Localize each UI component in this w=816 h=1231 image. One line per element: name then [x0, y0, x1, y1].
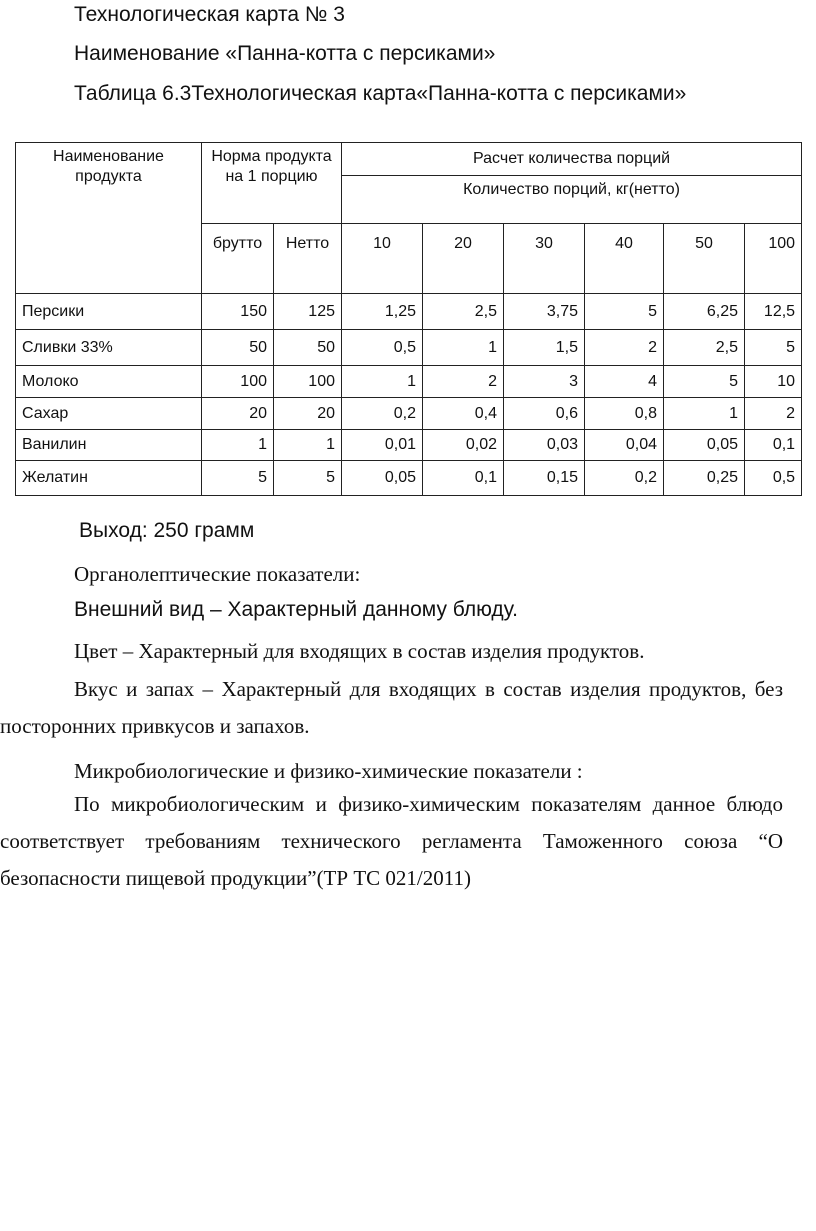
quantity-cell: 3 [504, 366, 585, 398]
quantity-cell: 0,01 [342, 430, 423, 461]
yield-text: Выход: 250 грамм [79, 519, 255, 542]
quantity-cell: 2,5 [423, 294, 504, 330]
header-portion-count: 100 [745, 224, 802, 294]
netto-cell: 1 [274, 430, 342, 461]
table-row [16, 294, 802, 330]
card-number-heading: Технологическая карта № 3 [74, 3, 345, 26]
quantity-cell: 0,25 [664, 461, 745, 496]
product-name-cell: Молоко [16, 366, 202, 398]
header-row-1 [16, 143, 802, 176]
brutto-cell: 150 [202, 294, 274, 330]
taste-smell-text: Вкус и запах – Характерный для входящих в состав изделия продуктов, без посторонних привкусов и запахов. [0, 677, 783, 738]
table-row [16, 430, 802, 461]
quantity-cell: 0,03 [504, 430, 585, 461]
netto-cell: 100 [274, 366, 342, 398]
netto-cell: 5 [274, 461, 342, 496]
header-brutto: брутто [202, 224, 274, 294]
table-row [16, 366, 802, 398]
organoleptic-title: Органолептические показатели: [74, 562, 361, 586]
technological-card-table [15, 142, 802, 496]
header-norm-per-portion: Норма продукта на 1 порцию [202, 143, 342, 224]
product-name-cell: Сахар [16, 398, 202, 430]
brutto-cell: 1 [202, 430, 274, 461]
quantity-cell: 2 [423, 366, 504, 398]
header-product-name: Наименование продукта [16, 143, 202, 294]
quantity-cell: 0,5 [342, 330, 423, 366]
quantity-cell: 5 [664, 366, 745, 398]
micro-text: По микробиологическим и физико-химическим показателям данное блюдо соответствует требованиям технического регламента Таможенного союза “О безопасности пищевой продукции”(ТР ТС 021/2011) [0, 792, 783, 890]
table-caption: Таблица 6.3Технологическая карта«Панна-котта с персиками» [74, 82, 687, 105]
product-name-cell: Персики [16, 294, 202, 330]
quantity-cell: 5 [585, 294, 664, 330]
header-portions-calculation: Расчет количества порций [342, 143, 802, 176]
quantity-cell: 0,05 [664, 430, 745, 461]
quantity-cell: 0,1 [745, 430, 802, 461]
quantity-cell: 0,15 [504, 461, 585, 496]
quantity-cell: 0,4 [423, 398, 504, 430]
color-text: Цвет – Характерный для входящих в состав изделия продуктов. [74, 639, 645, 663]
table-row [16, 461, 802, 496]
appearance-text: Внешний вид – Характерный данному блюду. [74, 598, 518, 621]
product-name-cell: Ванилин [16, 430, 202, 461]
quantity-cell: 0,6 [504, 398, 585, 430]
header-portion-count: 10 [342, 224, 423, 294]
quantity-cell: 10 [745, 366, 802, 398]
quantity-cell: 0,2 [585, 461, 664, 496]
header-portion-count: 20 [423, 224, 504, 294]
netto-cell: 125 [274, 294, 342, 330]
quantity-cell: 1 [342, 366, 423, 398]
product-name-cell: Сливки 33% [16, 330, 202, 366]
header-portion-count: 30 [504, 224, 585, 294]
quantity-cell: 1 [423, 330, 504, 366]
quantity-cell: 1,5 [504, 330, 585, 366]
quantity-cell: 0,5 [745, 461, 802, 496]
quantity-cell: 1 [664, 398, 745, 430]
table-row [16, 330, 802, 366]
product-name-cell: Желатин [16, 461, 202, 496]
quantity-cell: 0,04 [585, 430, 664, 461]
quantity-cell: 0,02 [423, 430, 504, 461]
netto-cell: 20 [274, 398, 342, 430]
quantity-cell: 2,5 [664, 330, 745, 366]
header-portion-count: 50 [664, 224, 745, 294]
quantity-cell: 0,05 [342, 461, 423, 496]
header-portions-count-netto: Количество порций, кг(нетто) [342, 176, 802, 224]
header-portion-count: 40 [585, 224, 664, 294]
quantity-cell: 0,1 [423, 461, 504, 496]
netto-cell: 50 [274, 330, 342, 366]
table-row [16, 398, 802, 430]
brutto-cell: 100 [202, 366, 274, 398]
quantity-cell: 1,25 [342, 294, 423, 330]
brutto-cell: 5 [202, 461, 274, 496]
quantity-cell: 3,75 [504, 294, 585, 330]
quantity-cell: 6,25 [664, 294, 745, 330]
quantity-cell: 12,5 [745, 294, 802, 330]
dish-name-heading: Наименование «Панна-котта с персиками» [74, 42, 496, 65]
quantity-cell: 4 [585, 366, 664, 398]
header-netto: Нетто [274, 224, 342, 294]
micro-title: Микробиологические и физико-химические показатели : [74, 759, 583, 783]
quantity-cell: 2 [745, 398, 802, 430]
quantity-cell: 2 [585, 330, 664, 366]
quantity-cell: 5 [745, 330, 802, 366]
brutto-cell: 20 [202, 398, 274, 430]
brutto-cell: 50 [202, 330, 274, 366]
quantity-cell: 0,8 [585, 398, 664, 430]
quantity-cell: 0,2 [342, 398, 423, 430]
